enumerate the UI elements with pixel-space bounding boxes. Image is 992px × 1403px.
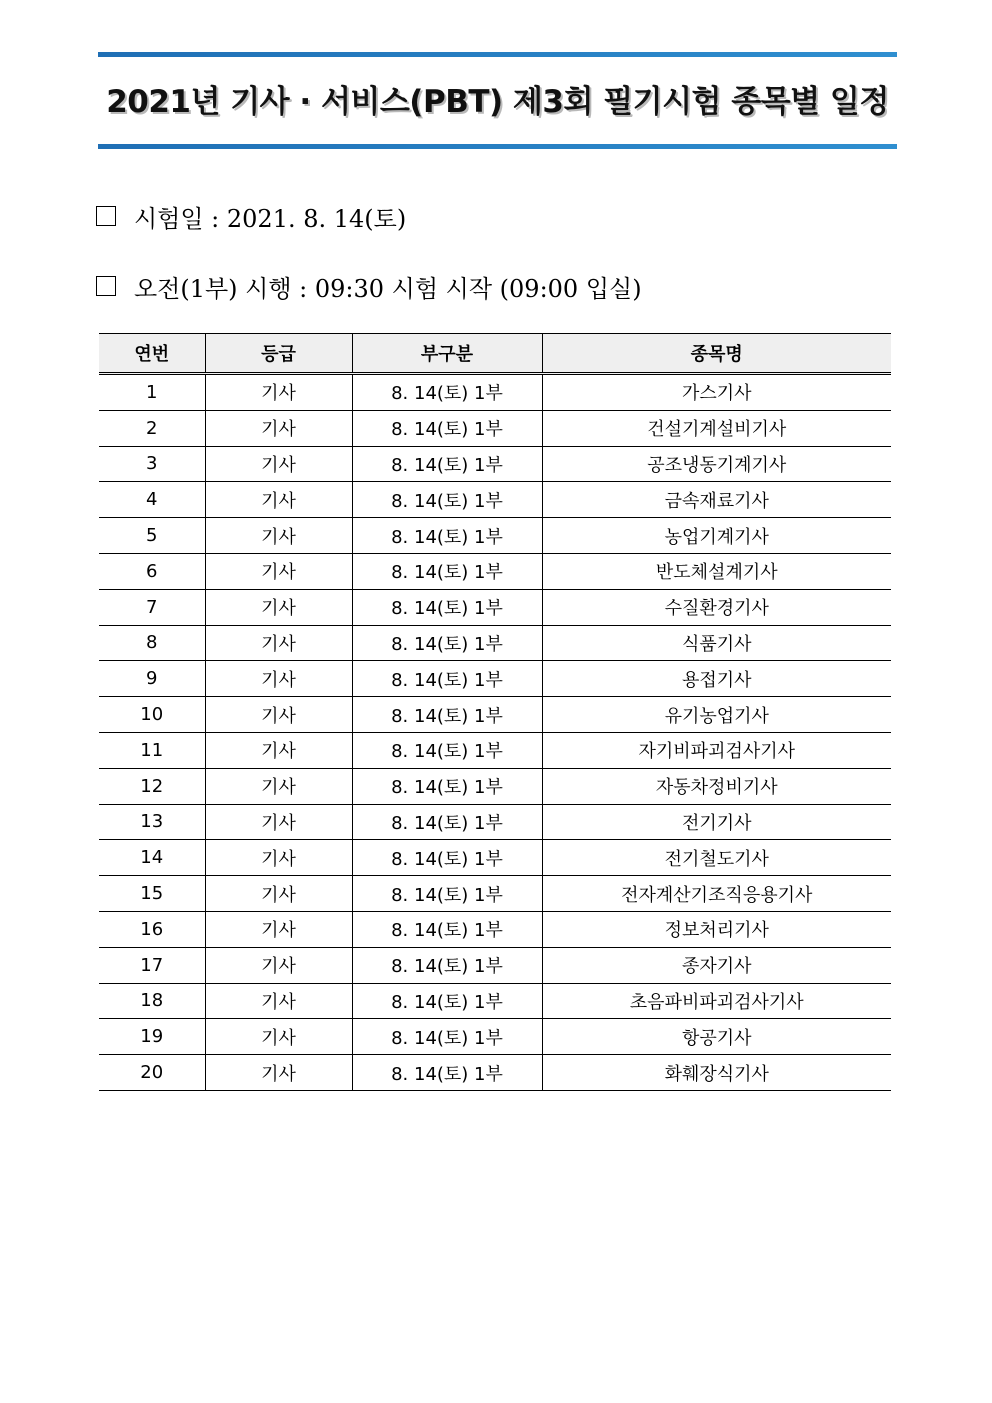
cell-session: 8. 14(토) 1부: [352, 410, 542, 446]
cell-grade: 기사: [205, 840, 352, 876]
cell-grade: 기사: [205, 768, 352, 804]
table-row: [99, 482, 891, 518]
title-top-rule: [98, 52, 897, 57]
cell-no: 6: [99, 553, 205, 589]
cell-no: 1: [99, 374, 205, 411]
table-row: [99, 840, 891, 876]
cell-name: 전기기사: [542, 804, 891, 840]
cell-session: 8. 14(토) 1부: [352, 840, 542, 876]
cell-session: 8. 14(토) 1부: [352, 518, 542, 554]
cell-session: 8. 14(토) 1부: [352, 661, 542, 697]
cell-session: 8. 14(토) 1부: [352, 804, 542, 840]
table-row: [99, 876, 891, 912]
cell-no: 13: [99, 804, 205, 840]
cell-grade: 기사: [205, 518, 352, 554]
cell-name: 수질환경기사: [542, 589, 891, 625]
cell-grade: 기사: [205, 697, 352, 733]
header-name: 종목명: [542, 334, 891, 374]
cell-grade: 기사: [205, 553, 352, 589]
table-row: [99, 768, 891, 804]
cell-no: 8: [99, 625, 205, 661]
table-row: [99, 697, 891, 733]
cell-name: 정보처리기사: [542, 911, 891, 947]
cell-grade: 기사: [205, 446, 352, 482]
page-title: 2021년 기사 · 서비스(PBT) 제3회 필기시험 종목별 일정: [106, 84, 889, 120]
cell-session: 8. 14(토) 1부: [352, 553, 542, 589]
cell-no: 18: [99, 983, 205, 1019]
schedule-table: [99, 333, 891, 1091]
cell-name: 전자계산기조직응용기사: [542, 876, 891, 912]
cell-grade: 기사: [205, 804, 352, 840]
cell-grade: 기사: [205, 732, 352, 768]
cell-grade: 기사: [205, 947, 352, 983]
table-row: [99, 1019, 891, 1055]
table-row: [99, 804, 891, 840]
cell-no: 15: [99, 876, 205, 912]
table-row: [99, 983, 891, 1019]
cell-grade: 기사: [205, 983, 352, 1019]
cell-name: 금속재료기사: [542, 482, 891, 518]
session-line: [96, 266, 642, 306]
header-session: 부구분: [352, 334, 542, 374]
cell-grade: 기사: [205, 374, 352, 411]
cell-name: 초음파비파괴검사기사: [542, 983, 891, 1019]
cell-session: 8. 14(토) 1부: [352, 1019, 542, 1055]
cell-session: 8. 14(토) 1부: [352, 589, 542, 625]
table-row: [99, 732, 891, 768]
cell-grade: 기사: [205, 876, 352, 912]
cell-name: 항공기사: [542, 1019, 891, 1055]
table-row: [99, 553, 891, 589]
cell-name: 유기농업기사: [542, 697, 891, 733]
cell-name: 공조냉동기계기사: [542, 446, 891, 482]
cell-no: 11: [99, 732, 205, 768]
session-text: 오전(1부) 시행 : 09:30 시험 시작 (09:00 입실): [134, 274, 642, 303]
cell-no: 17: [99, 947, 205, 983]
cell-session: 8. 14(토) 1부: [352, 732, 542, 768]
cell-no: 9: [99, 661, 205, 697]
cell-grade: 기사: [205, 911, 352, 947]
cell-session: 8. 14(토) 1부: [352, 947, 542, 983]
cell-grade: 기사: [205, 661, 352, 697]
cell-name: 종자기사: [542, 947, 891, 983]
cell-name: 가스기사: [542, 374, 891, 411]
table-row: [99, 589, 891, 625]
checkbox-icon: [96, 206, 116, 226]
cell-no: 10: [99, 697, 205, 733]
cell-session: 8. 14(토) 1부: [352, 482, 542, 518]
cell-grade: 기사: [205, 625, 352, 661]
cell-grade: 기사: [205, 410, 352, 446]
cell-name: 자기비파괴검사기사: [542, 732, 891, 768]
table-row: [99, 947, 891, 983]
table-row: [99, 518, 891, 554]
header-grade: 등급: [205, 334, 352, 374]
cell-session: 8. 14(토) 1부: [352, 911, 542, 947]
cell-name: 전기철도기사: [542, 840, 891, 876]
cell-session: 8. 14(토) 1부: [352, 374, 542, 411]
cell-no: 7: [99, 589, 205, 625]
cell-no: 3: [99, 446, 205, 482]
cell-grade: 기사: [205, 589, 352, 625]
cell-session: 8. 14(토) 1부: [352, 446, 542, 482]
cell-no: 4: [99, 482, 205, 518]
cell-name: 건설기계설비기사: [542, 410, 891, 446]
cell-session: 8. 14(토) 1부: [352, 768, 542, 804]
table-row: [99, 911, 891, 947]
cell-no: 14: [99, 840, 205, 876]
table-row: [99, 446, 891, 482]
header-no: 연번: [99, 334, 205, 374]
cell-name: 반도체설계기사: [542, 553, 891, 589]
exam-date-text: 시험일 : 2021. 8. 14(토): [134, 204, 407, 233]
cell-name: 자동차정비기사: [542, 768, 891, 804]
cell-session: 8. 14(토) 1부: [352, 876, 542, 912]
checkbox-icon: [96, 276, 116, 296]
cell-name: 화훼장식기사: [542, 1055, 891, 1091]
cell-name: 농업기계기사: [542, 518, 891, 554]
table-row: [99, 625, 891, 661]
exam-date-line: [96, 196, 406, 236]
cell-no: 12: [99, 768, 205, 804]
cell-no: 16: [99, 911, 205, 947]
cell-name: 식품기사: [542, 625, 891, 661]
cell-grade: 기사: [205, 1055, 352, 1091]
cell-no: 20: [99, 1055, 205, 1091]
table-row: [99, 1055, 891, 1091]
table-row: [99, 410, 891, 446]
cell-session: 8. 14(토) 1부: [352, 625, 542, 661]
table-header-row: [99, 334, 891, 374]
table-row: [99, 374, 891, 411]
cell-session: 8. 14(토) 1부: [352, 1055, 542, 1091]
cell-grade: 기사: [205, 1019, 352, 1055]
cell-no: 19: [99, 1019, 205, 1055]
cell-name: 용접기사: [542, 661, 891, 697]
cell-no: 5: [99, 518, 205, 554]
cell-no: 2: [99, 410, 205, 446]
table-row: [99, 661, 891, 697]
cell-session: 8. 14(토) 1부: [352, 697, 542, 733]
title-bottom-rule: [98, 144, 897, 149]
cell-session: 8. 14(토) 1부: [352, 983, 542, 1019]
cell-grade: 기사: [205, 482, 352, 518]
